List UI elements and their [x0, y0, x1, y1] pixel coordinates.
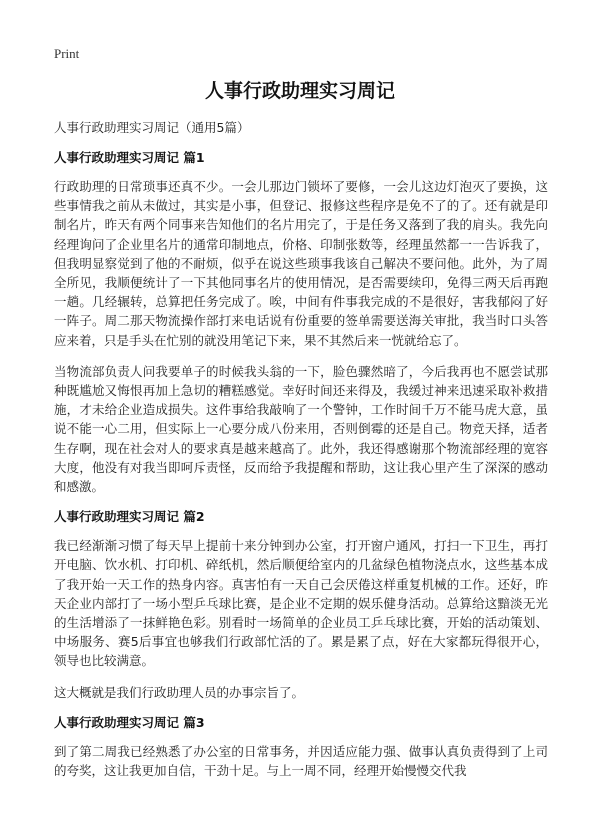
article-section: [54, 714, 548, 780]
paragraph: 这大概就是我们行政助理人员的办事宗旨了。: [54, 684, 305, 700]
page-title: 人事行政助理实习周记: [204, 80, 395, 102]
article-section: [54, 149, 548, 496]
section-heading: 人事行政助理实习周记 篇2: [54, 509, 205, 525]
paragraph: 行政助理的日常琐事还真不少。一会儿那边门锁坏了要修，一会儿这边灯泡灭了要换，这些事情我之前从未做过，其实是小事，但登记、报修这些程序是免不了的了。还有就是印制名片，昨天有两个同事来告知他们的名片用完了，于是任务又落到了我的肩头。我先向经理询问了企业里名片的通常印制地点，价格、印制张数等，经理虽然都一一告诉我了，但我明显察觉到了他的不耐烦，似乎在说这些琐事我该自己解决不要问他。此外，为了周全所见，我顺便统计了一下其他同事名片的使用情况，是否需要续印，免得三两天后再跑一趟。几经辗转，总算把任务完成了。唉，中间有件事我完成的不是很好，害我郁闷了好一阵子。周二那天物流操作部打来电话说有份重要的签单需要送海关审批，我当时口头答应来着，只是手头在忙别的就没用笔记下来，果不其然后来一恍就给忘了。: [54, 179, 548, 348]
article-body: [54, 149, 548, 792]
paragraph: 到了第二周我已经熟悉了办公室的日常事务，并因适应能力强、做事认真负责得到了上司的夸奖，这让我更加自信，干劲十足。与上一周不同，经理开始慢慢交代我: [54, 743, 548, 779]
paragraph: 当物流部负责人问我要单子的时候我头翁的一下，脸色骤然暗了，今后我再也不愿尝试那种既尴尬又悔恨再加上急切的糟糕感觉。幸好时间还来得及，我缓过神来迅速采取补救措施，才未给企业造成损失。这件事给我敲响了一个警钟，工作时间千万不能马虎大意，虽说不能一心二用，但实际上一心要分成八份来用，否则倒霉的还是自己。物竞天择，适者生存啊，现在社会对人的要求真是越来越高了。此外，我还得感谢那个物流部经理的宽容大度，他没有对我当即呵斥责怪，反而给予我提醒和帮助，这让我心里产生了深深的感动和感激。: [54, 363, 548, 495]
section-heading: 人事行政助理实习周记 篇1: [54, 150, 205, 165]
document-subtitle: 人事行政助理实习周记（通用5篇）: [54, 120, 250, 135]
article-section: [54, 508, 548, 702]
print-link[interactable]: Print: [54, 46, 80, 61]
section-heading: 人事行政助理实习周记 篇3: [54, 714, 205, 730]
paragraph: 我已经渐渐习惯了每天早上提前十来分钟到办公室，打开窗户通风，打扫一下卫生，再打开电脑、饮水机、打印机、碎纸机，然后顺便给室内的几盆绿色植物浇点水，这些基本成了我开始一天工作的热身内容。真害怕有一天自己会厌倦这样重复机械的工作。还好，昨天企业内部打了一场小型乒乓球比赛，是企业不定期的娱乐健身活动。总算给这黯淡无光的生活增添了一抹鲜艳色彩。别看时一场简单的企业员工乒乓球比赛，开始的活动策划、中场服务、赛5后事宜也够我们行政部忙活的了。累是累了点，好在大家都玩得很开心，领导也比较满意。: [54, 538, 548, 669]
